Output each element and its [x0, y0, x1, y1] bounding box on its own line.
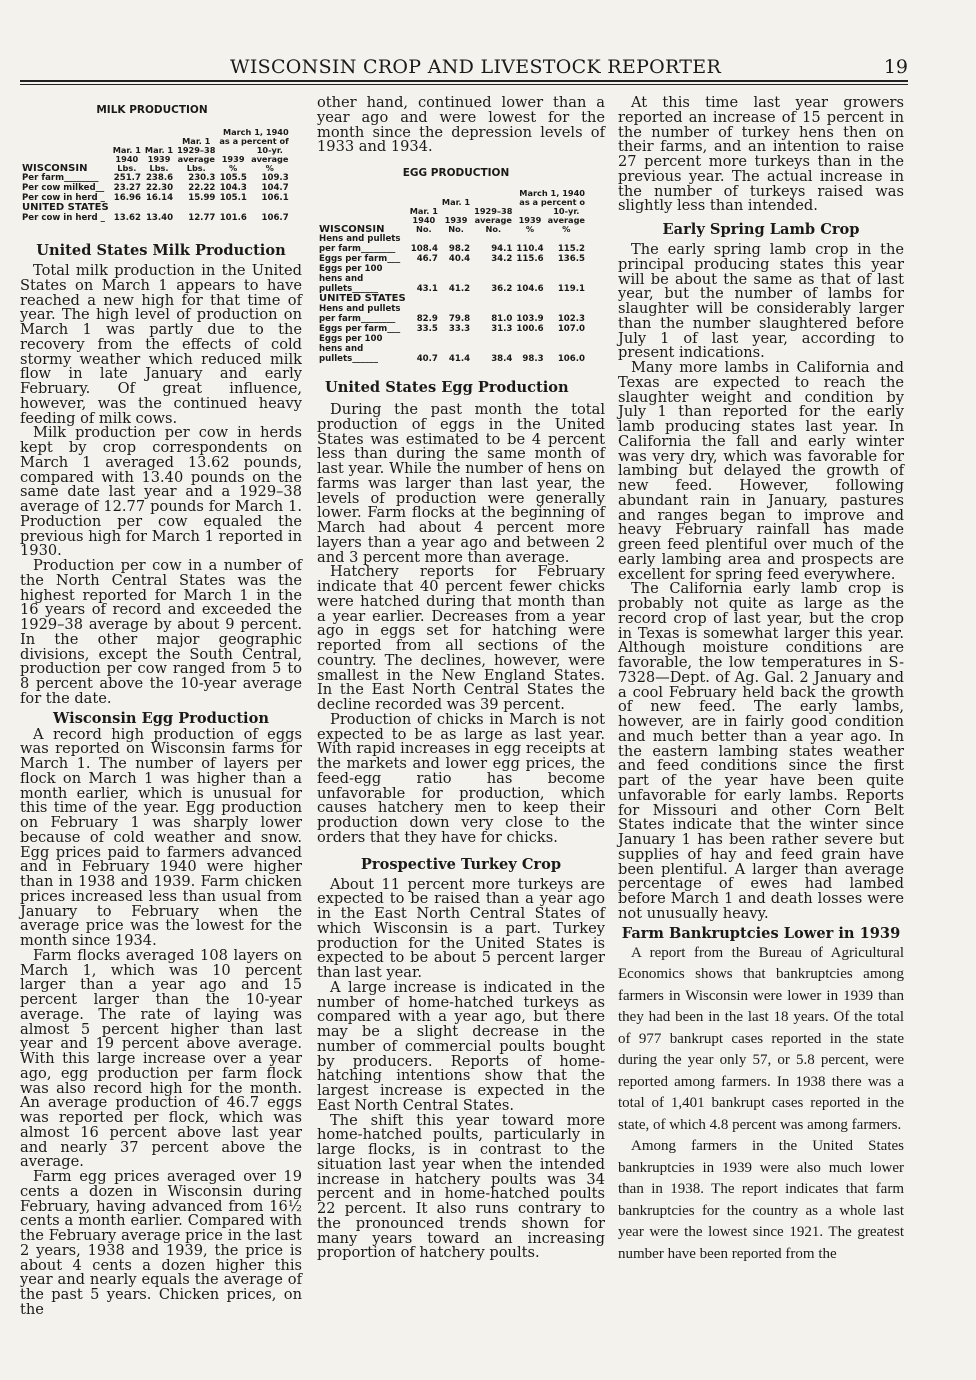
cell: 16.14: [145, 193, 174, 203]
cell: 119.1: [557, 284, 585, 294]
row-label: Hens and pullets per farm________: [319, 234, 401, 254]
cell: 107.0: [557, 324, 585, 334]
cell: 23.27: [113, 183, 141, 193]
cell: 13.62: [113, 213, 141, 223]
table-row: [317, 264, 587, 294]
cell: 41.2: [448, 284, 471, 294]
milk-hdr: Lbs.: [186, 163, 206, 173]
cell: 22.30: [145, 183, 174, 193]
egg-table-title: EGG PRODUCTION: [402, 167, 510, 179]
cell: 136.5: [557, 254, 585, 264]
table-row: [317, 304, 587, 324]
cell: 104.7: [261, 183, 289, 193]
table-row: [317, 254, 587, 264]
paragraph: Farm egg prices averaged over 19 cents a dozen in Wisconsin during February, having advanced from 16½ cents a month earlier. Compared with the February average price in the last 2 years, 1938 and 1939, the price is about 4 cents a dozen higher this year and nearly equals the average of the past 5 years. Chicken prices, on the: [20, 1168, 302, 1318]
cell: 230.3: [188, 173, 216, 183]
heading-wisconsin-egg-production: Wisconsin Egg Production: [53, 709, 269, 727]
paragraph: The shift this year toward more home-hatched poults, particularly in large flocks, is in contrast to the situation last year when the intended increase in hatchery poults was 34 percent and in home-hatched poults 22 percent. It also runs contrary to the pronounced trends shown for many years toward an increasing proportion of hatchery poults.: [317, 1111, 605, 1262]
cell: 40.7: [416, 354, 438, 364]
egg-hdr: average: [547, 215, 585, 225]
egg-hdr: %: [562, 224, 571, 234]
milk-hdr: 1939: [147, 154, 171, 164]
cell: 108.4: [410, 244, 438, 254]
column-3: [618, 96, 904, 1265]
table-row: [20, 183, 291, 193]
heading-farm-bankruptcies: Farm Bankruptcies Lower in 1939: [621, 924, 901, 942]
milk-hdr-span-top: March 1, 1940: [222, 127, 289, 137]
milk-hdr: Mar. 1: [182, 136, 211, 146]
header-rule-thin: [20, 84, 908, 85]
heading-early-spring-lamb-crop: Early Spring Lamb Crop: [662, 221, 860, 238]
page-header: [20, 56, 908, 82]
egg-hdr: 1929–38: [474, 206, 513, 216]
cell: 100.6: [516, 324, 544, 334]
table-row: [20, 213, 291, 223]
cell: 79.8: [448, 314, 471, 324]
cell: 98.2: [448, 244, 471, 254]
egg-group-name: UNITED STATES: [319, 293, 406, 304]
egg-hdr: Mar. 1: [409, 206, 438, 216]
paragraph: other hand, continued lower than a year ago and were lowest for the month since the depression levels of 1933 and 1934.: [317, 94, 605, 156]
cell: 103.9: [516, 314, 544, 324]
cell: 81.0: [491, 314, 513, 324]
cell: 15.99: [188, 193, 216, 203]
egg-hdr: 1939: [444, 215, 468, 225]
milk-hdr: 1929–38: [177, 145, 216, 155]
milk-hdr-span-bottom: as a percent of: [219, 136, 289, 146]
cell: 238.6: [145, 173, 174, 183]
egg-hdr-span-top: March 1, 1940: [519, 188, 585, 198]
row-label: Per farm________: [22, 173, 99, 183]
paragraph: A record high production of eggs was reported on Wisconsin farms for March 1. The number of layers per flock on March 1 was higher than a month earlier, which is unusual for this time of the year. Egg production on February 1 was sharply lower because of cold weather and snow. Egg prices paid to farmers advanced and in February 1940 were higher than in 1938 and 1939. Farm chicken prices increased less than usual from January to February when the average price was the lowest for the month since 1934.: [20, 725, 302, 949]
table-row: [20, 173, 291, 183]
cell: 106.7: [261, 213, 289, 223]
egg-hdr: 10-yr.: [553, 206, 580, 216]
cell: 82.9: [416, 314, 438, 324]
cell: 98.3: [522, 354, 544, 364]
row-label: Per cow in herd _: [22, 193, 105, 203]
row-label: Per cow in herd _: [22, 213, 105, 223]
row-label: Eggs per farm___: [319, 324, 401, 334]
egg-group-name: WISCONSIN: [319, 224, 385, 235]
milk-group-name: UNITED STATES: [22, 202, 109, 213]
milk-hdr: Lbs.: [149, 163, 169, 173]
egg-hdr: Mar. 1: [441, 197, 471, 207]
cell: 40.4: [448, 254, 471, 264]
row-label: Eggs per 100 hens and pullets______: [319, 264, 383, 294]
cell: 109.3: [261, 173, 289, 183]
paragraph: At this time last year growers reported an increase of 15 percent in the number of turkey hens then on their farms, and an intention to raise 27 percent more turkeys than in the previous year. The actual increase in the number of turkeys raised was slightly less than intended.: [618, 94, 904, 215]
paragraph: Many more lambs in California and Texas are expected to reach the slaughter weight and condition by July 1 than reported for the early lamb producing states last year. In California the fall and early winter was very dry, which was favorable for lambing but delayed the growth of new feed. However, following abundant rain in January, pastures and ranges began to improve and heavy February rainfall has made green feed plentiful over much of the early lambing area and prospects are excellent for spring feed everywhere.: [618, 359, 904, 583]
paragraph: During the past month the total production of eggs in the United States was estimated to be 4 percent less than during the same month of last year. While the number of hens on farms was larger than last year, the levels of production were generally lower. Farm flocks at the beginning of March had about 4 percent more layers than a year ago and between 2 and 3 percent more than average.: [317, 401, 605, 566]
paragraph: The California early lamb crop is probably not quite as large as the record crop of last year, but the crop in Texas is somewhat larger this year. Although moisture conditions are favorable, the low temperatures in S-7328—Dept. of Ag. Gal. 2 January and a cool February held back the growth of new feed. The early lambs, however, are in fairly good condition and much better than a year ago. In the eastern lambing states weather and feed conditions since the first part of the year have been quite unfavorable for early lambs. Reports for Missouri and other Corn Belt States indicate that the winter since January 1 has been rather severe but supplies of hay and feed grain have been plentiful. A larger than average percentage of ewes had lambed before March 1 and death losses were not unusually heavy.: [618, 580, 904, 922]
row-label: Per cow milked__: [22, 183, 105, 193]
cell: 43.1: [416, 284, 438, 294]
cell: 16.96: [113, 193, 141, 203]
cell: 22.22: [188, 183, 216, 193]
paragraph: Production of chicks in March is not expected to be as large as last year. With rapid increases in egg receipts at the markets and lower egg prices, the feed-egg ratio has become unfavorable for production, which causes hatchery men to keep their production down very close to the orders that they have for chicks.: [317, 710, 605, 846]
publication-title: WISCONSIN CROP AND LIVESTOCK REPORTER: [230, 56, 722, 78]
cell: 251.7: [113, 173, 141, 183]
row-label: Hens and pullets per farm________: [319, 304, 401, 324]
table-row: [317, 324, 587, 334]
table-row: [317, 234, 587, 254]
paragraph: Farm flocks averaged 108 layers on March 1, which was 10 percent larger than a year ago and 15 percent larger than the 10-year average. The rate of laying was almost 5 percent higher than last year and 19 percent above average. With this large increase over a year ago, egg production per farm flock was also record high for the month. An average production of 46.7 eggs was reported per flock, which was almost 16 percent above last year and nearly 37 percent above the average.: [20, 946, 302, 1171]
cell: 38.4: [491, 354, 513, 364]
milk-hdr: %: [229, 163, 238, 173]
cell: 115.2: [557, 244, 585, 254]
column-2: [317, 96, 605, 1261]
milk-table-title: MILK PRODUCTION: [96, 104, 208, 116]
cell: 104.6: [516, 284, 544, 294]
egg-hdr: No.: [448, 224, 464, 234]
heading-prospective-turkey-crop: Prospective Turkey Crop: [360, 855, 562, 873]
egg-hdr: 1939: [518, 215, 542, 225]
egg-hdr: No.: [485, 224, 502, 234]
egg-production-table: [317, 189, 587, 364]
paragraph: Milk production per cow in herds kept by crop correspondents on March 1 averaged 13.62 pounds, compared with 13.40 pounds on the same date last year and a 1929–38 average of 12.77 pounds for March 1. Production per cow equaled the previous high for March 1 reported in 1930.: [20, 424, 302, 560]
milk-group-name: WISCONSIN: [22, 163, 88, 174]
paragraph: The early spring lamb crop in the principal producing states this year will be about the same as that of last year, but the number of lambs for slaughter will be considerably larger than the number slaughtered before July 1 of last year, according to present indications.: [618, 241, 904, 362]
column-1: [20, 96, 302, 1318]
heading-us-milk-production: United States Milk Production: [36, 242, 286, 259]
cell: 46.7: [416, 254, 438, 264]
cell: 34.2: [491, 254, 513, 264]
cell: 104.3: [219, 183, 247, 193]
milk-hdr: Mar. 1: [112, 145, 141, 155]
milk-hdr: average: [177, 154, 215, 164]
cell: 12.77: [188, 213, 216, 223]
milk-hdr: %: [265, 163, 274, 173]
table-row: [317, 334, 587, 364]
milk-hdr: average: [251, 154, 289, 164]
cell: 94.1: [491, 244, 513, 254]
egg-hdr-span-bottom: as a percent o: [519, 197, 585, 207]
cell: 31.3: [491, 324, 513, 334]
cell: 102.3: [557, 314, 585, 324]
cell: 13.40: [145, 213, 174, 223]
milk-production-table: [20, 128, 291, 223]
heading-us-egg-production: United States Egg Production: [325, 379, 569, 396]
cell: 115.6: [516, 254, 544, 264]
cell: 105.1: [219, 193, 247, 203]
paragraph: A large increase is indicated in the number of home-hatched turkeys as compared with a year ago, but there may be a slight decrease in the number of commercial poults bought by producers. Reports of home-hatching intentions show that the largest increase is expected in the East North Central States.: [317, 978, 605, 1114]
paragraph: Production per cow in a number of the North Central States was the highest reported for March 1 in the 16 years of record and exceeded the 1929–38 average by about 9 percent. In the other major geographic divisions, except the South Central, production per cow ranged from 5 to 8 percent above the 10-year average for the date.: [20, 557, 302, 707]
milk-hdr: 1940: [115, 154, 139, 164]
cell: 110.4: [516, 244, 544, 254]
row-label: Eggs per 100 hens and pullets______: [319, 334, 383, 364]
egg-hdr: average: [474, 215, 512, 225]
paragraph: Among farmers in the United States bankruptcies in 1939 were also much lower than in 1938. The report indicates that farm bankruptcies for the country as a whole last year were the lowest since 1921. The greatest number have been reported from the: [618, 1138, 904, 1262]
cell: 106.0: [557, 354, 585, 364]
page-number: 19: [883, 56, 908, 78]
milk-hdr: 1939: [221, 154, 245, 164]
row-label: Eggs per farm___: [319, 254, 401, 264]
cell: 105.5: [219, 173, 247, 183]
paragraph: Hatchery reports for February indicate that 40 percent fewer chicks were hatched during that month than a year earlier. Decreases from a year ago in eggs set for hatching were reported from all sections of the country. The declines, however, were smallest in the New England States. In the East North Central States the decline recorded was 39 percent.: [317, 563, 605, 713]
cell: 36.2: [491, 284, 513, 294]
milk-hdr: Mar. 1: [144, 145, 174, 155]
egg-hdr: No.: [416, 224, 432, 234]
paragraph: Total milk production in the United States on March 1 appears to have reached a new high for that time of year. The high level of production on March 1 was partly due to the recovery from the effects of cold stormy weather which reduced milk flow in late January and early February. Of great influence, however, was the continued heavy feeding of milk cows.: [20, 262, 302, 427]
milk-hdr: Lbs.: [117, 163, 137, 173]
egg-hdr: 1940: [412, 215, 436, 225]
cell: 41.4: [448, 354, 471, 364]
paragraph: A report from the Bureau of Agricultural Economics shows that bankruptcies among farmers in Wisconsin were lower in 1939 than they had been in the last 18 years. Of the total of 977 bankrupt cases reported in the state during the year only 57, or 5.8 percent, were reported among farmers. In 1938 there was a total of 1,401 bankrupt cases reported in the state, of which 4.8 percent was among farmers.: [618, 944, 904, 1133]
cell: 106.1: [261, 193, 289, 203]
milk-hdr: 10-yr.: [256, 145, 283, 155]
cell: 33.5: [416, 324, 438, 334]
paragraph: About 11 percent more turkeys are expected to be raised than a year ago in the East North Central States of which Wisconsin is a part. Turkey production for the United States is expected to be about 5 percent larger than last year.: [317, 875, 605, 981]
header-rule-thick: [20, 80, 908, 82]
egg-hdr: %: [525, 224, 535, 234]
cell: 101.6: [219, 213, 247, 223]
cell: 33.3: [448, 324, 471, 334]
